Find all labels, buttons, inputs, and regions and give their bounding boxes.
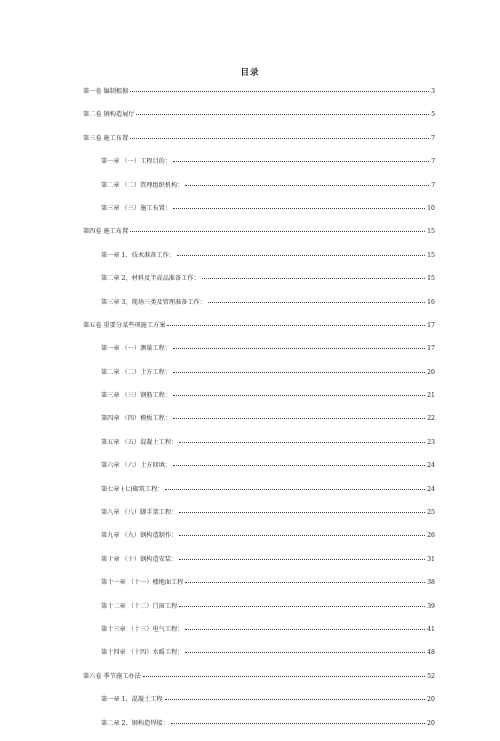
toc-leader-dots <box>185 185 429 186</box>
table-of-contents <box>83 86 435 741</box>
toc-entry-label: 第二章 （二）管理组织机构： <box>101 181 184 189</box>
toc-entry-page: 20 <box>427 368 435 376</box>
toc-leader-dots <box>185 582 425 583</box>
toc-entry-page: 20 <box>427 696 435 704</box>
toc-chapter-entry[interactable] <box>83 718 435 741</box>
toc-chapter-entry[interactable] <box>83 577 435 600</box>
toc-entry-label: 第十章 （十）钢构造安装： <box>101 555 178 563</box>
toc-leader-dots <box>202 278 425 279</box>
toc-entry-label: 第十三章 （十三）电气工程： <box>101 625 184 633</box>
toc-leader-dots <box>179 442 425 443</box>
toc-chapter-entry[interactable] <box>83 156 435 179</box>
toc-title: 目录 <box>240 68 260 78</box>
toc-entry-label: 第四卷 施工布置 <box>83 228 129 236</box>
toc-entry-label: 第二章 2、材料及半成品准备工作： <box>101 275 200 283</box>
toc-leader-dots <box>171 723 425 724</box>
toc-leader-dots <box>130 138 429 139</box>
toc-entry-label: 第一章 （一）测量工程： <box>101 345 172 353</box>
toc-entry-page: 7 <box>431 181 435 189</box>
toc-entry-label: 第三章 （三）施工布置： <box>101 204 172 212</box>
toc-leader-dots <box>130 91 429 92</box>
toc-entry-page: 25 <box>427 509 435 517</box>
toc-entry-page: 20 <box>427 719 435 727</box>
toc-entry-page: 5 <box>431 111 435 119</box>
toc-chapter-entry[interactable] <box>83 694 435 717</box>
toc-chapter-entry[interactable] <box>83 367 435 390</box>
toc-leader-dots <box>136 114 429 115</box>
toc-entry-page: 22 <box>427 415 435 423</box>
toc-leader-dots <box>173 372 425 373</box>
toc-entry-page: 15 <box>427 228 435 236</box>
toc-leader-dots <box>179 559 425 560</box>
toc-entry-page: 21 <box>427 392 435 400</box>
toc-entry-label: 第二章 （二）土方工程： <box>101 368 172 376</box>
toc-leader-dots <box>208 302 425 303</box>
toc-leader-dots <box>167 325 425 326</box>
toc-leader-dots <box>177 255 425 256</box>
toc-chapter-entry[interactable] <box>83 180 435 203</box>
toc-chapter-entry[interactable] <box>83 554 435 577</box>
toc-entry-page: 7 <box>431 158 435 166</box>
toc-entry-label: 第十二章 （十二）门窗工程 <box>101 602 178 610</box>
toc-entry-label: 第五卷 重要分某些项施工方案 <box>83 321 166 329</box>
toc-entry-label: 第六章 （六）土方回填： <box>101 462 172 470</box>
toc-chapter-entry[interactable] <box>83 624 435 647</box>
toc-chapter-entry[interactable] <box>83 484 435 507</box>
toc-entry-page: 48 <box>427 649 435 657</box>
toc-leader-dots <box>173 418 425 419</box>
toc-leader-dots <box>173 348 425 349</box>
toc-chapter-entry[interactable] <box>83 460 435 483</box>
toc-leader-dots <box>130 231 425 232</box>
toc-entry-page: 3 <box>431 88 435 95</box>
toc-entry-label: 第二章 2、钢构造焊接： <box>101 719 169 727</box>
toc-chapter-entry[interactable] <box>83 530 435 553</box>
toc-entry-label: 第六卷 季节施工办法 <box>83 672 141 680</box>
toc-entry-label: 第二卷 钢构造展厅 <box>83 111 135 119</box>
toc-leader-dots <box>179 512 425 513</box>
toc-entry-page: 23 <box>427 438 435 446</box>
toc-leader-dots <box>185 652 425 653</box>
toc-entry-label: 第十四章 （十四）水暖工程： <box>101 649 184 657</box>
toc-leader-dots <box>179 606 425 607</box>
toc-entry-label: 第七章 (七)砌筑工程： <box>101 485 164 493</box>
toc-entry-label: 第三章 3、现场三类及管理准备工作： <box>101 298 206 306</box>
toc-entry-label: 第八章 （八）脚手架工程： <box>101 509 178 517</box>
toc-chapter-entry[interactable] <box>83 601 435 624</box>
toc-chapter-entry[interactable] <box>83 507 435 530</box>
toc-entry-label: 第四章 （四）模板工程： <box>101 415 172 423</box>
toc-volume-entry[interactable] <box>83 671 435 694</box>
toc-leader-dots <box>179 535 425 536</box>
toc-volume-entry[interactable] <box>83 133 435 156</box>
toc-entry-label: 第三章 （三）钢筋工程： <box>101 392 172 400</box>
toc-volume-entry[interactable] <box>83 86 435 109</box>
toc-entry-page: 10 <box>427 204 435 212</box>
toc-leader-dots <box>173 465 425 466</box>
toc-chapter-entry[interactable] <box>83 343 435 366</box>
toc-entry-page: 24 <box>427 485 435 493</box>
toc-entry-page: 52 <box>427 672 435 680</box>
toc-volume-entry[interactable] <box>83 320 435 343</box>
toc-entry-label: 第十一章 （十一）楼地面工程 <box>101 579 184 587</box>
toc-volume-entry[interactable] <box>83 226 435 249</box>
toc-entry-label: 第三卷 施工布置 <box>83 134 129 142</box>
toc-leader-dots <box>165 699 426 700</box>
toc-entry-page: 15 <box>427 251 435 259</box>
toc-entry-page: 16 <box>427 298 435 306</box>
toc-entry-page: 15 <box>427 275 435 283</box>
toc-entry-page: 41 <box>427 625 435 633</box>
toc-volume-entry[interactable] <box>83 109 435 132</box>
toc-chapter-entry[interactable] <box>83 413 435 436</box>
toc-entry-page: 31 <box>427 555 435 563</box>
toc-entry-page: 17 <box>427 321 435 329</box>
toc-chapter-entry[interactable] <box>83 203 435 226</box>
toc-chapter-entry[interactable] <box>83 250 435 273</box>
toc-entry-page: 38 <box>427 579 435 587</box>
toc-leader-dots <box>173 395 425 396</box>
toc-leader-dots <box>185 629 425 630</box>
toc-leader-dots <box>173 208 425 209</box>
toc-entry-page: 24 <box>427 462 435 470</box>
toc-leader-dots <box>165 489 425 490</box>
toc-chapter-entry[interactable] <box>83 437 435 460</box>
toc-chapter-entry[interactable] <box>83 273 435 296</box>
toc-entry-label: 第九章 （九）钢构造制作： <box>101 532 178 540</box>
toc-leader-dots <box>143 676 425 677</box>
toc-entry-page: 26 <box>427 532 435 540</box>
toc-entry-page: 39 <box>427 602 435 610</box>
toc-entry-label: 第五章 （五）混凝土工程： <box>101 438 178 446</box>
toc-chapter-entry[interactable] <box>83 297 435 320</box>
toc-chapter-entry[interactable] <box>83 647 435 670</box>
toc-leader-dots <box>173 161 429 162</box>
toc-entry-label: 第一章 1、技术准备工作： <box>101 251 175 259</box>
toc-entry-label: 第一章 （一）工程目的： <box>101 158 172 166</box>
toc-chapter-entry[interactable] <box>83 390 435 413</box>
toc-entry-label: 第一卷 编制根据 <box>83 88 129 95</box>
toc-entry-page: 7 <box>431 134 435 142</box>
toc-entry-page: 17 <box>427 345 435 353</box>
toc-entry-label: 第一章 1、混凝土工程 <box>101 696 163 704</box>
